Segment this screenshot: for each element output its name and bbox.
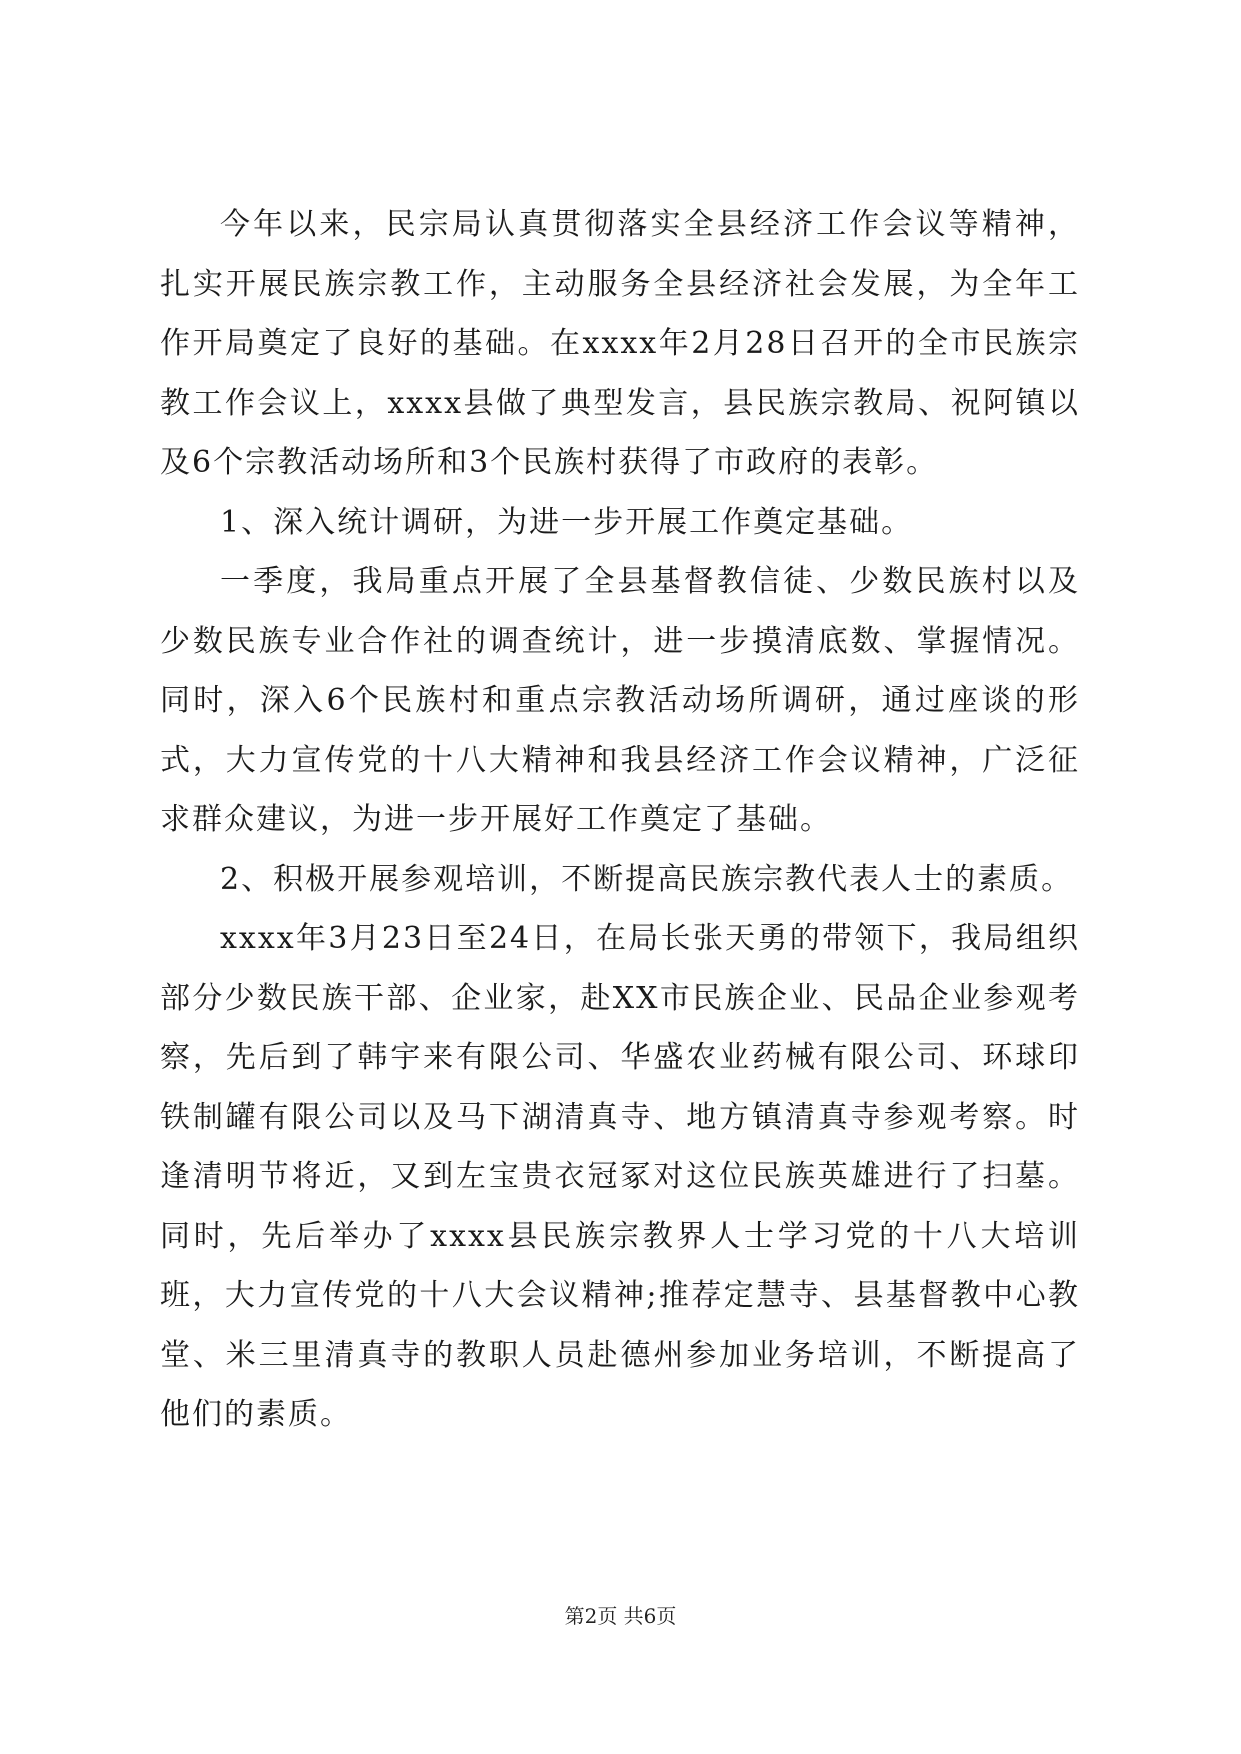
paragraph-section-2: xxxx年3月23日至24日，在局长张天勇的带领下，我局组织部分少数民族干部、企业家，赴XX市民族企业、民品企业参观考察，先后到了韩宇来有限公司、华盛农业药械有限公司、环球印铁制罐有限公司以及马下湖清真寺、地方镇清真寺参观考察。时逢清明节将近，又到左宝贵衣冠冢对这位民族英雄进行了扫墓。同时，先后举办了xxxx县民族宗教界人士学习党的十八大培训班，大力宣传党的十八大会议精神;推荐定慧寺、县基督教中心教堂、米三里清真寺的教职人员赴德州参加业务培训，不断提高了他们的素质。 <box>160 921 1080 1432</box>
paragraph-heading-1: 1、深入统计调研，为进一步开展工作奠定基础。 <box>220 504 914 540</box>
paragraph-heading-2: 2、积极开展参观培训，不断提高民族宗教代表人士的素质。 <box>220 861 1074 897</box>
paragraph-intro: 今年以来，民宗局认真贯彻落实全县经济工作会议等精神，扎实开展民族宗教工作，主动服务全县经济社会发展，为全年工作开局奠定了良好的基础。在xxxx年2月28日召开的全市民族宗教工作会议上，xxxx县做了典型发言，县民族宗教局、祝阿镇以及6个宗教活动场所和3个民族村获得了市政府的表彰。 <box>160 207 1080 480</box>
document-body <box>160 195 1080 1445</box>
paragraph-section-1: 一季度，我局重点开展了全县基督教信徒、少数民族村以及少数民族专业合作社的调查统计，进一步摸清底数、掌握情况。同时，深入6个民族村和重点宗教活动场所调研，通过座谈的形式，大力宣传党的十八大精神和我县经济工作会议精神，广泛征求群众建议，为进一步开展好工作奠定了基础。 <box>160 564 1080 837</box>
page-number-footer: 第2页 共6页 <box>564 1604 677 1628</box>
